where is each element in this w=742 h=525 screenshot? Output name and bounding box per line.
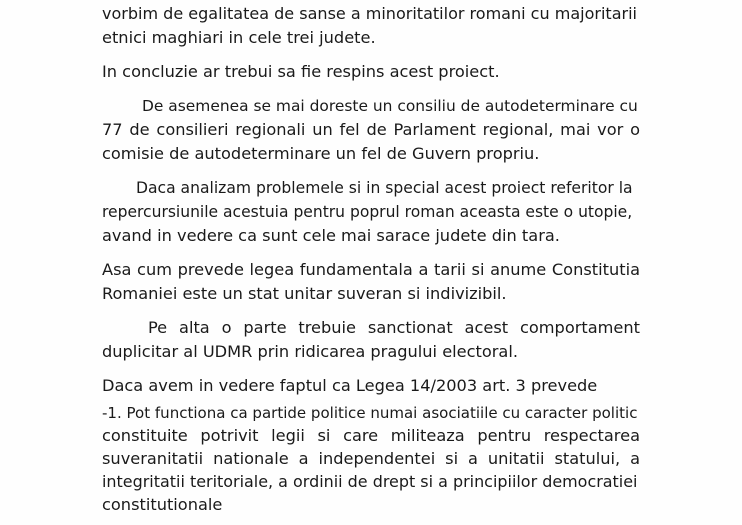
text-line: Romaniei este un stat unitar suveran si indivizibil. [102, 284, 507, 303]
text-line: vorbim de egalitatea de sanse a minoritatilor romani cu majoritarii [102, 4, 637, 23]
text-line: etnici maghiari in cele trei judete. [102, 28, 376, 47]
text-line: duplicitar al UDMR prin ridicarea pragului electoral. [102, 342, 518, 361]
text-line: Asa cum prevede legea fundamentala a tarii si anume Constitutia [102, 260, 640, 279]
text-line: suveranitatii nationale a independentei si a unitatii statului, a [102, 449, 640, 468]
text-line: repercursiunile acestuia pentru poprul roman aceasta este o utopie, [102, 203, 633, 221]
text-line: In concluzie ar trebui sa fie respins acest proiect. [102, 62, 500, 81]
text-line: Daca avem in vedere faptul ca Legea 14/2003 art. 3 prevede [102, 376, 598, 395]
text-line: 77 de consilieri regionali un fel de Parlament regional, mai vor o [102, 120, 640, 139]
text-line: De asemenea se mai doreste un consiliu de autodeterminare cu [142, 97, 638, 115]
text-line: Pe alta o parte trebuie sanctionat acest comportament [148, 318, 640, 337]
text-line: comisie de autodeterminare un fel de Guvern propriu. [102, 144, 540, 163]
text-line: Daca analizam problemele si in special acest proiect referitor la [136, 179, 633, 197]
text-line: integritatii teritoriale, a ordinii de drept si a principiilor democratiei [102, 472, 638, 491]
text-line: -1. Pot functiona ca partide politice numai asociatiile cu caracter politic [102, 404, 638, 422]
text-line: constituite potrivit legii si care militeaza pentru respectarea [102, 426, 640, 445]
text-line: constitutionale [102, 495, 223, 514]
text-line: avand in vedere ca sunt cele mai sarace judete din tara. [102, 226, 560, 245]
